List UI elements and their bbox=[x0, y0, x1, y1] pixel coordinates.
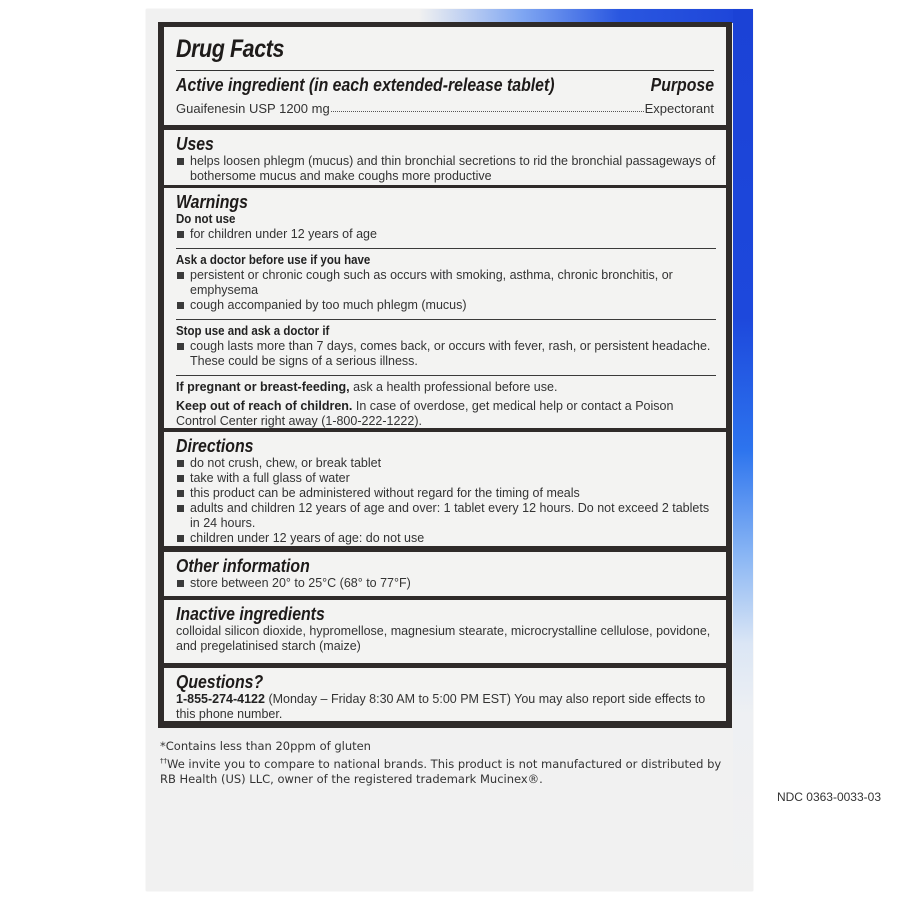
keep-out-label: Keep out of reach of children. bbox=[176, 399, 353, 413]
directions-heading: Directions bbox=[176, 436, 254, 456]
stop-use-list bbox=[176, 339, 716, 369]
ndc-number: NDC 0363-0033-03 bbox=[776, 790, 881, 804]
active-ingredient-panel bbox=[164, 27, 726, 125]
uses-heading: Uses bbox=[176, 134, 214, 154]
title-divider bbox=[176, 70, 714, 71]
list-item: store between 20° to 25°C (68° to 77°F) bbox=[176, 576, 716, 591]
list-item: helps loosen phlegm (mucus) and thin bronchial secretions to rid the bronchial passageways of bothersome mucus and make coughs more productive bbox=[176, 154, 716, 184]
list-item: children under 12 years of age: do not use bbox=[176, 531, 716, 546]
active-ingredient-heading: Active ingredient (in each extended-release tablet) bbox=[176, 75, 555, 95]
keep-out-text: In case of overdose, get medical help or contact a Poison Control Center right away (1-800-222-1222). bbox=[176, 399, 674, 428]
other-information-heading: Other information bbox=[176, 556, 310, 576]
ask-doctor-list bbox=[176, 268, 716, 313]
footer-notes bbox=[160, 739, 740, 787]
inactive-ingredients-text: colloidal silicon dioxide, hypromellose, magnesium stearate, microcrystalline cellulose, povidone, and pregelatinised starch (maize) bbox=[176, 624, 711, 653]
divider bbox=[176, 375, 716, 376]
inactive-ingredients-heading: Inactive ingredients bbox=[176, 604, 325, 624]
directions-list bbox=[176, 456, 716, 546]
pregnancy-warning-label: If pregnant or breast-feeding, bbox=[176, 380, 350, 394]
directions-panel bbox=[164, 432, 726, 546]
do-not-use-list bbox=[176, 227, 716, 242]
warnings-heading: Warnings bbox=[176, 192, 248, 212]
compare-note bbox=[160, 754, 740, 787]
blue-accent-top bbox=[146, 9, 753, 23]
other-information-panel bbox=[164, 552, 726, 596]
keep-out-of-reach-warning bbox=[176, 399, 716, 429]
uses-list bbox=[176, 154, 716, 184]
list-item: do not crush, chew, or break tablet bbox=[176, 456, 716, 471]
questions-hours: (Monday – Friday 8:30 AM to 5:00 PM EST) You may also report side effects to this phone number. bbox=[176, 692, 706, 721]
list-item: adults and children 12 years of age and over: 1 tablet every 12 hours. Do not exceed 2 tablets in 24 hours. bbox=[176, 501, 716, 531]
pregnancy-warning bbox=[176, 380, 716, 395]
ask-doctor-heading: Ask a doctor before use if you have bbox=[176, 253, 371, 267]
questions-panel bbox=[164, 668, 726, 721]
dot-leader bbox=[331, 101, 644, 112]
purpose-heading: Purpose bbox=[650, 75, 714, 95]
drug-facts-title: Drug Facts bbox=[176, 35, 285, 63]
drug-facts-box bbox=[158, 22, 732, 728]
do-not-use-heading: Do not use bbox=[176, 212, 236, 226]
compare-note-text: We invite you to compare to national brands. This product is not manufactured or distributed by RB Health (US) LLC, owner of the registered trademark Mucinex®. bbox=[160, 756, 722, 786]
questions-text bbox=[176, 692, 716, 722]
questions-heading: Questions? bbox=[176, 672, 264, 692]
pregnancy-warning-text: ask a health professional before use. bbox=[349, 380, 558, 394]
gluten-note: *Contains less than 20ppm of gluten bbox=[160, 739, 371, 753]
list-item: cough lasts more than 7 days, comes back, or occurs with fever, rash, or persistent headache. These could be signs of a serious illness. bbox=[176, 339, 716, 369]
other-information-list bbox=[176, 576, 716, 591]
stop-use-heading: Stop use and ask a doctor if bbox=[176, 324, 330, 338]
warnings-panel bbox=[164, 188, 726, 428]
uses-panel bbox=[164, 130, 726, 185]
ingredient-purpose: Expectorant bbox=[644, 101, 714, 116]
ingredient-name: Guaifenesin USP 1200 mg bbox=[176, 101, 330, 116]
list-item: take with a full glass of water bbox=[176, 471, 716, 486]
questions-phone: 1-855-274-4122 bbox=[176, 692, 265, 706]
divider bbox=[176, 248, 716, 249]
list-item: this product can be administered without regard for the timing of meals bbox=[176, 486, 716, 501]
list-item: persistent or chronic cough such as occurs with smoking, asthma, chronic bronchitis, or emphysema bbox=[176, 268, 716, 298]
divider bbox=[176, 319, 716, 320]
compare-note-mark: †† bbox=[160, 757, 167, 765]
list-item: for children under 12 years of age bbox=[176, 227, 716, 242]
list-item: cough accompanied by too much phlegm (mucus) bbox=[176, 298, 716, 313]
active-ingredient-row bbox=[176, 101, 714, 116]
inactive-ingredients-panel bbox=[164, 600, 726, 663]
